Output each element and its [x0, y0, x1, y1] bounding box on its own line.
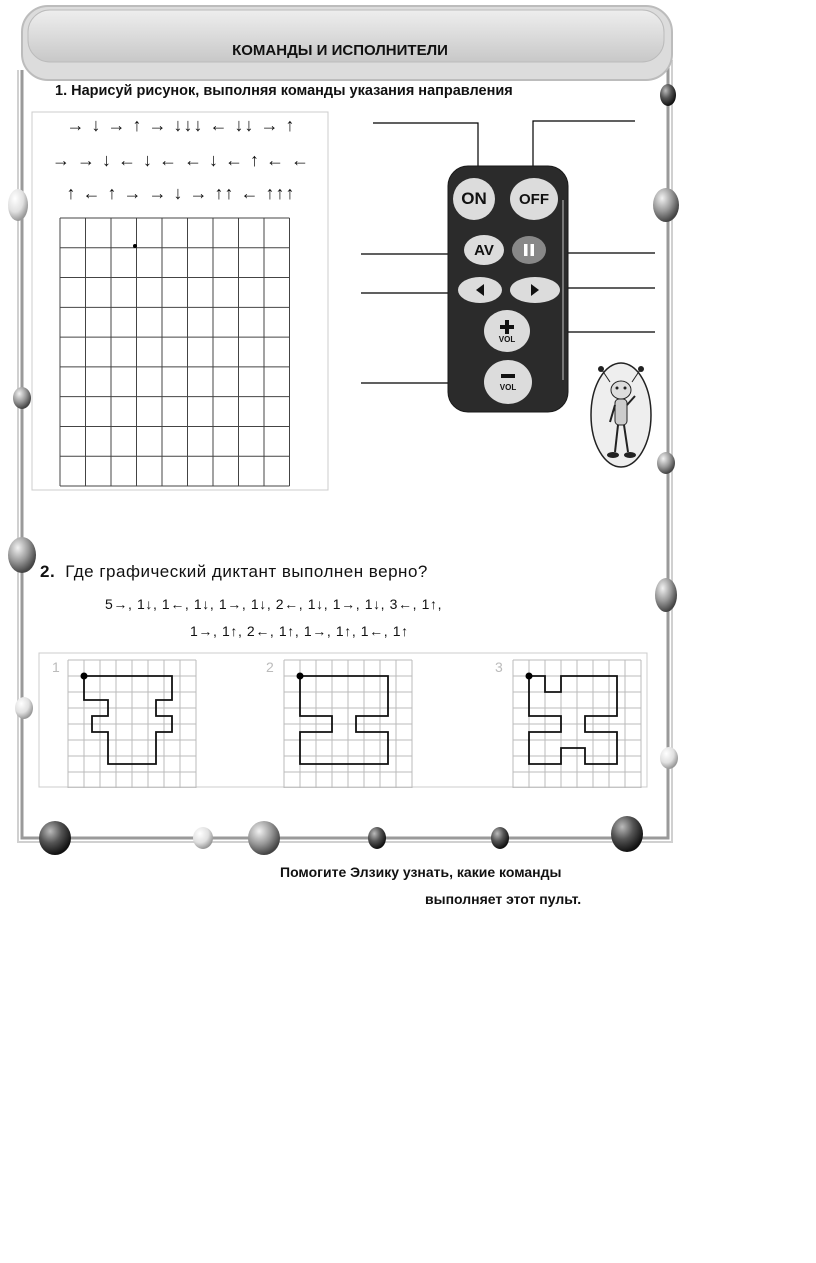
elzik-character-illustration [588, 360, 654, 470]
variant-1-label: 1 [52, 659, 60, 675]
task-1-instruction: 1. Нарисуй рисунок, выполняя команды указания направления [55, 83, 513, 99]
off-button[interactable]: OFF [510, 178, 558, 220]
footer-line-1: Помогите Элзику узнать, какие команды [280, 864, 562, 880]
start-point [133, 244, 137, 248]
right-button[interactable] [510, 277, 560, 303]
volume-up-button[interactable] [484, 310, 530, 352]
variant-3-label: 3 [495, 659, 503, 675]
variant-2-label: 2 [266, 659, 274, 675]
task-2-question-text: Где графический диктант выполнен верно? [65, 562, 428, 581]
task-2-number: 2. [40, 562, 56, 581]
arrow-row-1: → ↓ → ↑ → ↓↓↓ ← ↓↓ → ↑ [66, 115, 296, 135]
av-button[interactable]: AV [464, 235, 504, 265]
page-title: КОМАНДЫ И ИСПОЛНИТЕЛИ [232, 42, 448, 59]
right-triangle-icon [529, 283, 541, 297]
dictation-line-1: 5→, 1↓, 1←, 1↓, 1→, 1↓, 2←, 1↓, 1→, 1↓, 3←, 1↑, [105, 596, 443, 612]
volume-down-label: VOL [499, 383, 517, 392]
pause-button[interactable] [512, 236, 546, 264]
pause-icon [522, 243, 536, 257]
plus-icon [499, 319, 515, 335]
footer-line-2: выполняет этот пульт. [425, 891, 582, 907]
left-button[interactable] [458, 277, 502, 303]
arrow-row-2: → → ↓ ← ↓ ← ← ↓ ← ↑ ← ← [51, 150, 310, 170]
volume-down-button[interactable] [484, 360, 532, 404]
left-triangle-icon [474, 283, 486, 297]
volume-up-label: VOL [498, 334, 516, 344]
minus-icon [500, 372, 516, 380]
task-2-variants [38, 652, 648, 788]
on-button[interactable]: ON [453, 178, 495, 220]
task-2-question [40, 562, 428, 582]
arrow-row-3: ↑ ← ↑ → → ↓ → ↑↑ ← ↑↑↑ [66, 183, 296, 203]
dictation-line-2: 1→, 1↑, 2←, 1↑, 1→, 1↑, 1←, 1↑ [190, 623, 409, 639]
